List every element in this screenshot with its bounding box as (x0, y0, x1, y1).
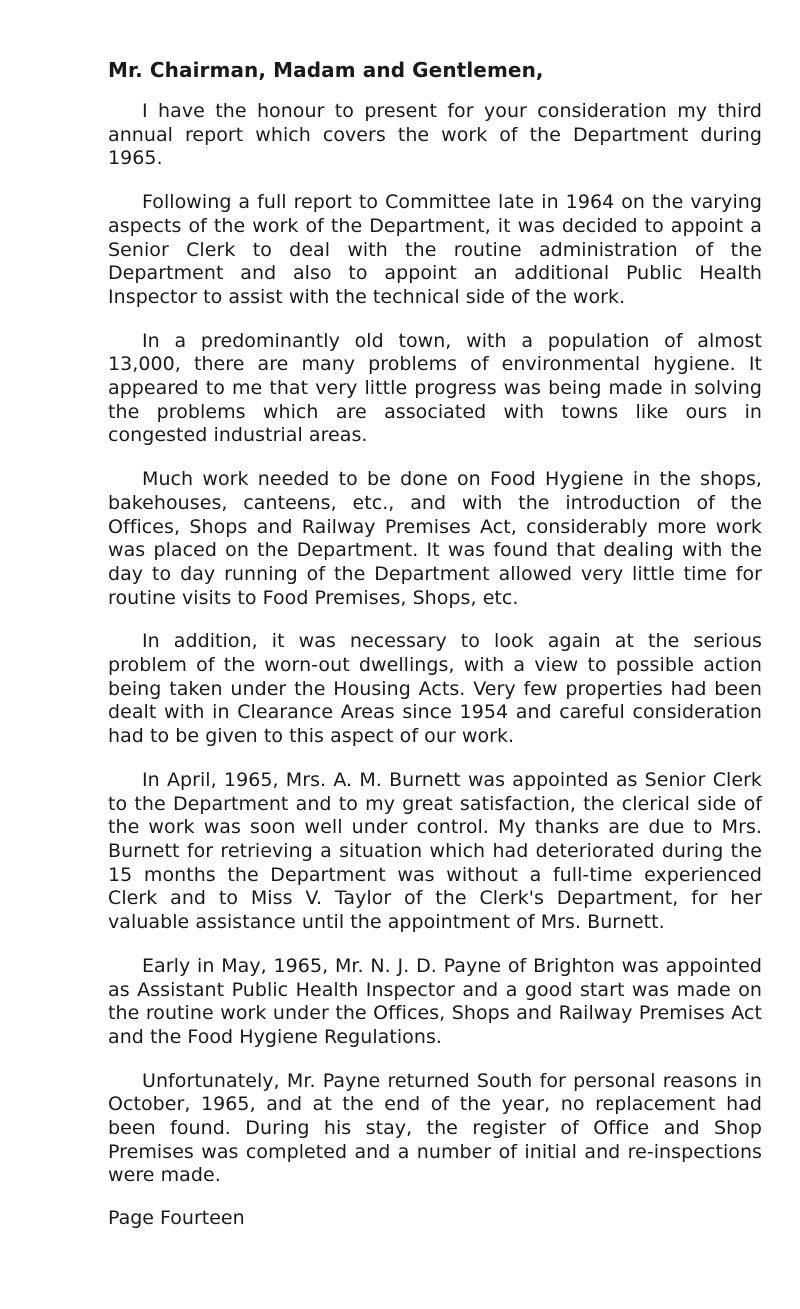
salutation: Mr. Chairman, Madam and Gentlemen, (108, 58, 544, 82)
paragraph-2: Following a full report to Committee late in 1964 on the varying aspects of the work of the Department, it was decided to appoint a Senior Clerk to deal with the routine administration of the Department and also to appoint an additional Public Health Inspector to assist with the technical side of the work. (108, 191, 762, 308)
document-page (108, 58, 762, 1230)
paragraph-6: In April, 1965, Mrs. A. M. Burnett was appointed as Senior Clerk to the Department and to my great satisfaction, the clerical side of the work was soon well under control. My thanks are due to Mrs. Burnett for retrieving a situation which had deteriorated during the 15 months the Department was without a full-time experienced Clerk and to Miss V. Taylor of the Clerk's Department, for her valuable assistance until the appointment of Mrs. Burnett. (108, 768, 762, 934)
paragraph-5: In addition, it was necessary to look again at the serious problem of the worn-out dwellings, with a view to possible action being taken under the Housing Acts. Very few properties had been dealt with in Clearance Areas since 1954 and careful consideration had to be given to this aspect of our work. (108, 630, 762, 748)
paragraph-8: Unfortunately, Mr. Payne returned South for personal reasons in October, 1965, and at the end of the year, no replacement had been found. During his stay, the register of Office and Shop Premises was completed and a number of initial and re-inspections were made. (108, 1069, 762, 1187)
paragraph-4: Much work needed to be done on Food Hygiene in the shops, bakehouses, canteens, etc., and with the introduction of the Offices, Shops and Railway Premises Act, considerably more work was placed on the Department. It was found that dealing with the day to day running of the Department allowed very little time for routine visits to Food Premises, Shops, etc. (108, 468, 762, 609)
page-footer: Page Fourteen (108, 1207, 245, 1230)
paragraph-1: I have the honour to present for your consideration my third annual report which covers the work of the Department during 1965. (108, 100, 762, 170)
paragraph-3: In a predominantly old town, with a population of almost 13,000, there are many problems of environmental hygiene. It appeared to me that very little progress was being made in solving the problems which are associated with towns like ours in congested industrial areas. (108, 329, 762, 447)
paragraph-7: Early in May, 1965, Mr. N. J. D. Payne of Brighton was appointed as Assistant Public Health Inspector and a good start was made on the routine work under the Offices, Shops and Railway Premises Act and the Food Hygiene Regulations. (108, 954, 762, 1048)
